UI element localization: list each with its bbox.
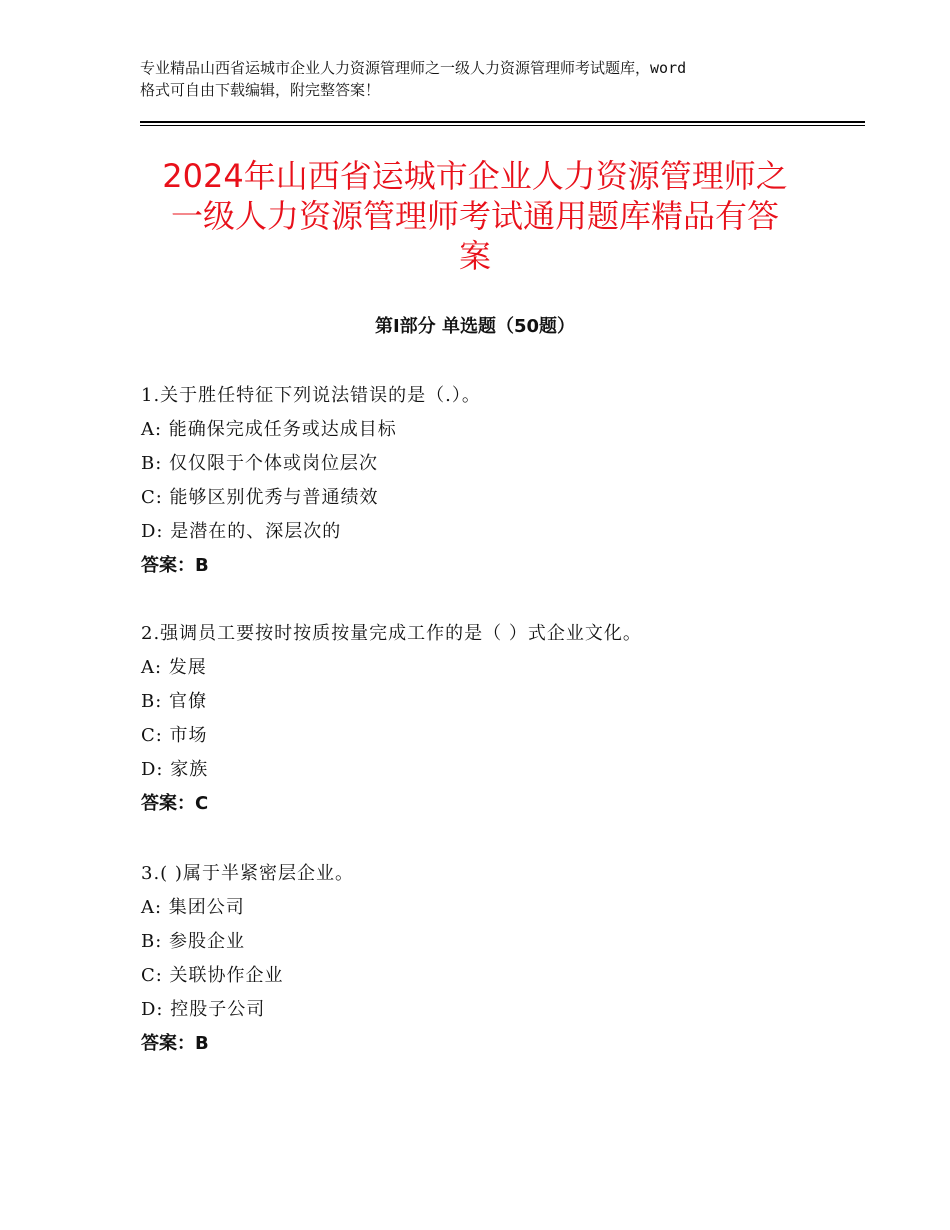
question-3 bbox=[141, 857, 841, 1061]
question-stem: 2.强调员工要按时按质按量完成工作的是（ ）式企业文化。 bbox=[141, 623, 642, 644]
option-c: C: 关联协作企业 bbox=[141, 965, 284, 986]
option-c: C: 能够区别优秀与普通绩效 bbox=[141, 487, 379, 508]
document-title-line-1: 2024年山西省运城市企业人力资源管理师之 bbox=[162, 157, 788, 195]
option-d: D: 家族 bbox=[141, 759, 209, 780]
header-note-line-2: 格式可自由下载编辑，附完整答案！ bbox=[140, 81, 381, 99]
option-a: A: 集团公司 bbox=[141, 897, 245, 918]
option-d: D: 是潜在的、深层次的 bbox=[141, 521, 342, 542]
option-a: A: 发展 bbox=[141, 657, 207, 678]
option-a: A: 能确保完成任务或达成目标 bbox=[141, 419, 397, 440]
document-title-line-3: 案 bbox=[458, 237, 491, 275]
answer-line: 答案：B bbox=[141, 1033, 209, 1054]
document-title bbox=[120, 156, 830, 276]
question-stem: 1.关于胜任特征下列说法错误的是（.）。 bbox=[141, 385, 481, 406]
option-b: B: 官僚 bbox=[141, 691, 208, 712]
document-title-line-2: 一级人力资源管理师考试通用题库精品有答 bbox=[170, 197, 779, 235]
option-d: D: 控股子公司 bbox=[141, 999, 266, 1020]
option-b: B: 仅仅限于个体或岗位层次 bbox=[141, 453, 379, 474]
section-heading: 第Ⅰ部分 单选题（50题） bbox=[374, 316, 575, 337]
header-note-line-1: 专业精品山西省运城市企业人力资源管理师之一级人力资源管理师考试题库，word bbox=[140, 59, 687, 77]
answer-line: 答案：B bbox=[141, 555, 209, 576]
question-1 bbox=[141, 379, 841, 583]
question-stem: 3.( )属于半紧密层企业。 bbox=[141, 863, 354, 884]
question-2 bbox=[141, 617, 841, 821]
answer-line: 答案：C bbox=[141, 793, 209, 814]
header-divider-thick bbox=[140, 121, 865, 123]
option-c: C: 市场 bbox=[141, 725, 208, 746]
option-b: B: 参股企业 bbox=[141, 931, 246, 952]
header-note bbox=[140, 57, 830, 101]
header-divider-thin bbox=[140, 125, 865, 126]
